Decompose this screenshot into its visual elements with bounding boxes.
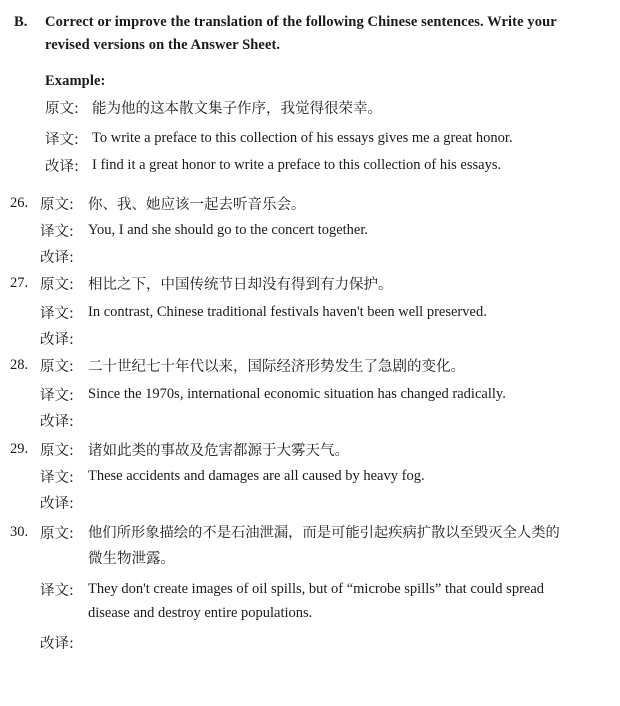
section-letter: B. xyxy=(14,14,28,30)
item-26-number: 26. xyxy=(10,195,29,211)
item-28-translation: Since the 1970s, international economic situation has changed radically. xyxy=(88,386,506,402)
instruction-line-1: Correct or improve the translation of the following Chinese sentences. Write your xyxy=(45,14,557,30)
item-28-original-label: 原文: xyxy=(40,359,74,375)
item-30-original-line-1: 他们所形象描绘的不是石油泄漏，而是可能引起疾病扩散以至毁灭全人类的 xyxy=(88,525,560,541)
item-28-revision-label: 改译: xyxy=(40,414,74,430)
item-29-translation: These accidents and damages are all caused by heavy fog. xyxy=(88,468,425,484)
item-29-original: 诸如此类的事故及危害都源于大雾天气。 xyxy=(88,443,349,459)
item-29-revision-label: 改译: xyxy=(40,496,74,512)
example-original-label: 原文: xyxy=(45,101,79,117)
item-29-number: 29. xyxy=(10,441,29,457)
item-27-translation-label: 译文: xyxy=(40,306,74,322)
item-28-original: 二十世纪七十年代以来，国际经济形势发生了急剧的变化。 xyxy=(88,359,465,375)
instruction-line-2: revised versions on the Answer Sheet. xyxy=(45,37,281,53)
item-30-revision-label: 改译: xyxy=(40,636,74,652)
item-30-translation-line-2: disease and destroy entire populations. xyxy=(88,605,313,621)
item-30-original-line-2: 微生物泄露。 xyxy=(88,551,175,567)
item-30-translation-line-1: They don't create images of oil spills, but of “microbe spills” that could spread xyxy=(88,581,545,597)
item-27-original-label: 原文: xyxy=(40,277,74,293)
item-27-translation: In contrast, Chinese traditional festivals haven't been well preserved. xyxy=(88,304,487,320)
item-26-original-label: 原文: xyxy=(40,197,74,213)
item-27-revision-label: 改译: xyxy=(40,332,74,348)
example-revision-label: 改译: xyxy=(45,159,79,175)
item-29-original-label: 原文: xyxy=(40,443,74,459)
item-30-number: 30. xyxy=(10,524,29,540)
example-revision: I find it a great honor to write a preface to this collection of his essays. xyxy=(92,157,502,173)
item-27-number: 27. xyxy=(10,275,29,291)
item-26-translation-label: 译文: xyxy=(40,224,74,240)
item-28-number: 28. xyxy=(10,357,29,373)
example-heading: Example: xyxy=(45,73,106,89)
item-26-revision-label: 改译: xyxy=(40,250,74,266)
item-30-original-label: 原文: xyxy=(40,526,74,542)
item-26-original: 你、我、她应该一起去听音乐会。 xyxy=(88,197,306,213)
item-26-translation: You, I and she should go to the concert together. xyxy=(88,222,369,238)
item-28-translation-label: 译文: xyxy=(40,388,74,404)
item-30-translation-label: 译文: xyxy=(40,583,74,599)
example-translation: To write a preface to this collection of his essays gives me a great honor. xyxy=(92,130,513,146)
example-translation-label: 译文: xyxy=(45,132,79,148)
item-27-original: 相比之下，中国传统节日却没有得到有力保护。 xyxy=(88,277,393,293)
example-original: 能为他的这本散文集子作序，我觉得很荣幸。 xyxy=(92,101,382,117)
item-29-translation-label: 译文: xyxy=(40,470,74,486)
